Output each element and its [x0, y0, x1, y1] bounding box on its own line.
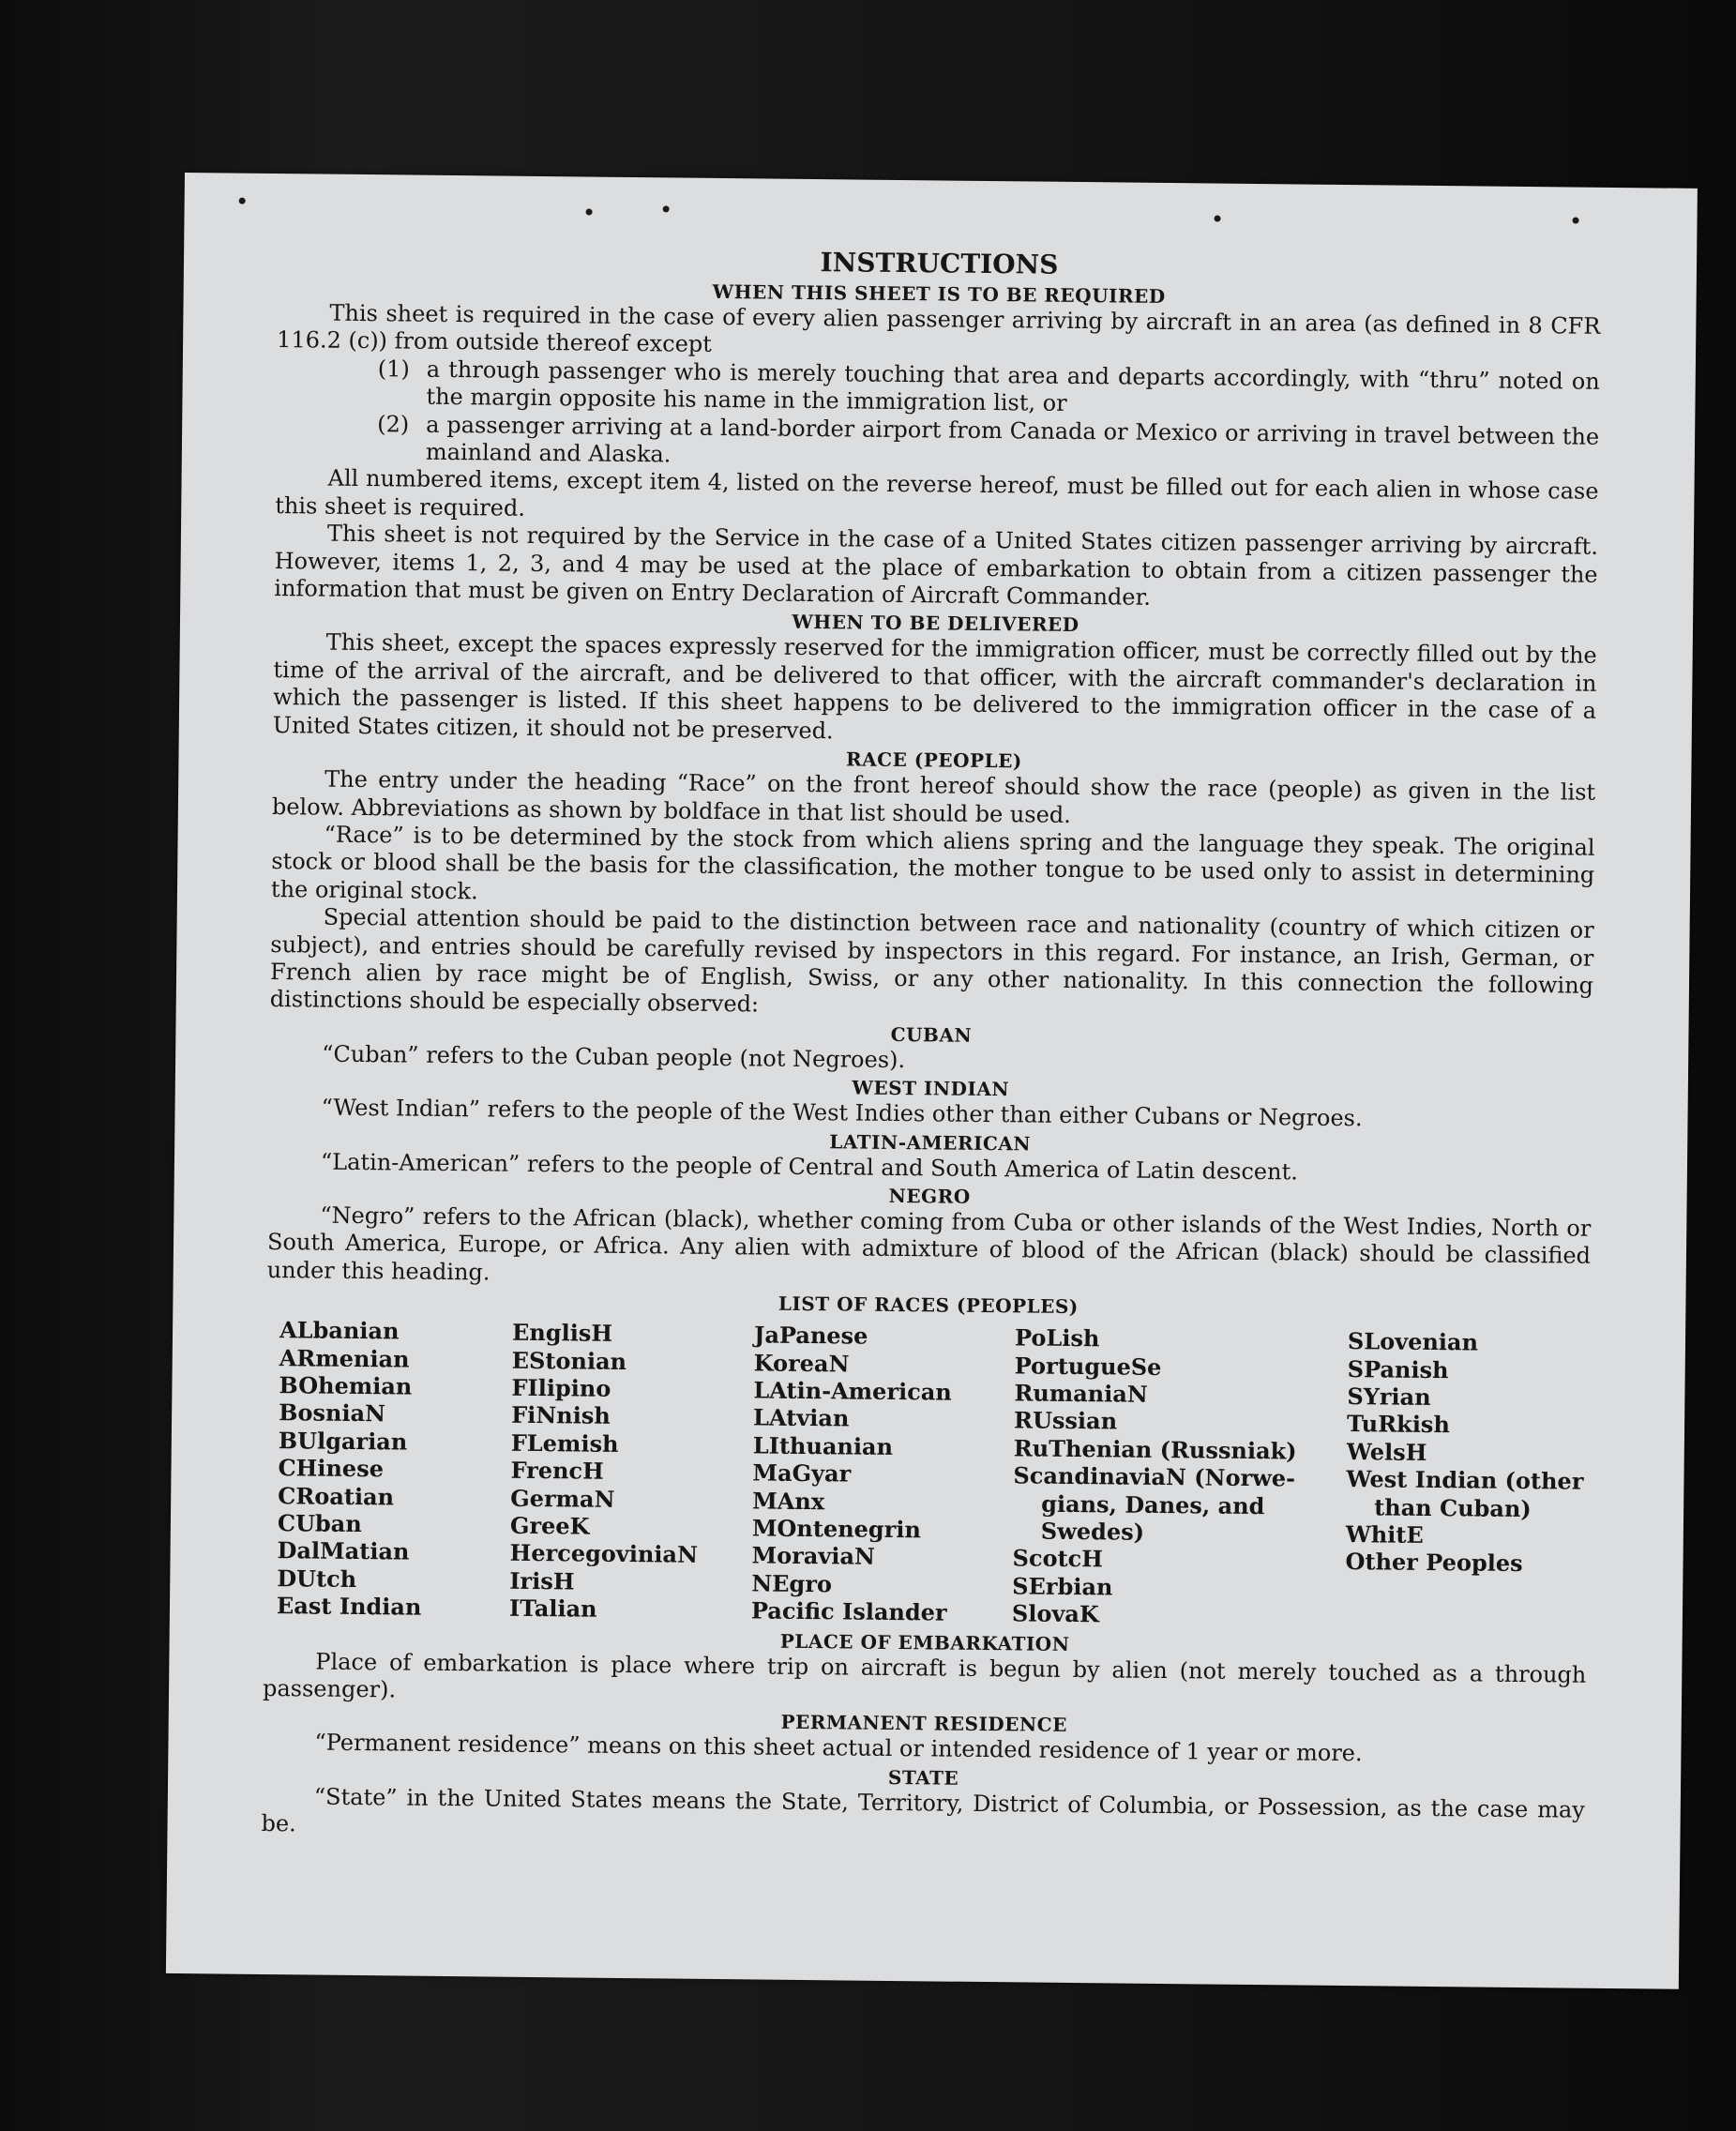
paragraph: The entry under the heading “Race” on the front hereof should show the race (people) as given in the list below. Abbreviations as shown by boldface in that list should be used.	[271, 765, 1596, 828]
paragraph: “Race” is to be determined by the stock from which aliens spring and the language they speak. The original stock or blood shall be the basis for the classification, the mother tongue to be used only to assist in determining the original stock.	[270, 821, 1595, 905]
race-item: SlovaK	[1011, 1599, 1099, 1628]
race-item: gians, Danes, and	[1041, 1489, 1265, 1519]
section-heading-when-required: WHEN THIS SHEET IS TO BE REQUIRED	[712, 280, 1166, 308]
race-item: WelsH	[1346, 1437, 1427, 1466]
race-column	[277, 1316, 512, 1622]
race-item: BosniaN	[279, 1398, 386, 1428]
race-item: PortugueSe	[1014, 1351, 1162, 1381]
paragraph: “West Indian” refers to the people of the West Indies other than either Cubans or Negroes.	[321, 1094, 1363, 1132]
section-heading-list-of-races: LIST OF RACES (PEOPLES)	[777, 1292, 1079, 1319]
race-item: ARmenian	[279, 1343, 410, 1373]
race-item: BUlgarian	[278, 1426, 408, 1456]
item-text: a through passenger who is merely touching that area and departs accordingly, with “thru” noted on the margin opposite his name in the immigration list, or	[426, 355, 1600, 417]
paragraph: “Cuban” refers to the Cuban people (not Negroes).	[322, 1040, 906, 1073]
race-item: CUban	[277, 1509, 362, 1538]
race-item: RuThenian (Russniak)	[1013, 1434, 1297, 1465]
race-item: Pacific Islander	[750, 1596, 947, 1626]
race-item: ALbanian	[279, 1316, 400, 1345]
race-item: Other Peoples	[1345, 1548, 1523, 1578]
paragraph: This sheet is required in the case of every alien passenger arriving by aircraft in an area (as defined in 8 CFR 116.2 (c)) from outside thereof except	[276, 299, 1601, 358]
race-item: HercegoviniaN	[509, 1539, 699, 1569]
race-item: East Indian	[276, 1592, 422, 1621]
race-item: SLovenian	[1347, 1327, 1479, 1356]
item-number: (2)	[377, 410, 410, 438]
race-item: FiNnish	[510, 1401, 611, 1430]
race-item: SPanish	[1347, 1354, 1449, 1383]
race-item: SYrian	[1347, 1383, 1431, 1411]
race-item: FrencH	[510, 1456, 604, 1485]
race-column	[751, 1322, 1015, 1627]
section-heading-embarkation: PLACE OF EMBARKATION	[779, 1629, 1070, 1655]
race-column	[1345, 1327, 1603, 1633]
paragraph: This sheet, except the spaces expressly reserved for the immigration officer, must be correctly filled out by the time of the arrival of the aircraft, and be delivered to that officer, with the aircraft commander's declaration in which the passenger is listed. If this sheet happens to be delivered to the immigration officer in the case of a United States citizen, it should not be preserved.	[272, 629, 1597, 744]
paragraph: “Negro” refers to the African (black), whether coming from Cuba or other islands of the West Indies, North or South America, Europe, or Africa. Any alien with admixture of blood of the African (black) should be classified under this heading.	[266, 1202, 1592, 1286]
race-item: RUssian	[1013, 1406, 1118, 1435]
race-item: SErbian	[1012, 1572, 1113, 1601]
race-item: EStonian	[511, 1346, 627, 1375]
race-list	[277, 1316, 1590, 1633]
race-item: CHinese	[278, 1454, 385, 1483]
race-item: ITalian	[508, 1594, 597, 1623]
document-page	[166, 173, 1698, 1989]
race-item: LAtin-American	[753, 1376, 952, 1406]
section-heading-state: STATE	[887, 1765, 959, 1790]
race-column	[509, 1319, 754, 1625]
race-item: than Cuban)	[1374, 1492, 1532, 1522]
item-text: a passenger arriving at a land-border airport from Canada or Mexico or arriving in travel between the mainland and Alaska.	[425, 411, 1600, 468]
race-item: PoLish	[1014, 1323, 1100, 1353]
paragraph: “State” in the United States means the State, Territory, District of Columbia, or Possession, as the case may be.	[261, 1783, 1585, 1837]
race-column	[1012, 1324, 1348, 1631]
page-title: INSTRUCTIONS	[820, 247, 1059, 280]
race-item: GermaN	[510, 1484, 615, 1513]
dust-speck	[1215, 215, 1221, 221]
race-item: DalMatian	[277, 1536, 410, 1566]
race-item: WhitE	[1345, 1520, 1424, 1549]
race-item: KoreaN	[753, 1349, 850, 1378]
paragraph: All numbered items, except item 4, listed on the reverse hereof, must be filled out for each alien in whose case this sheet is required.	[275, 465, 1599, 521]
paragraph: Place of embarkation is place where trip on aircraft is begun by alien (not merely touched as a through passenger).	[262, 1648, 1587, 1703]
section-heading-west-indian: WEST INDIAN	[852, 1076, 1010, 1101]
race-item: ScotcH	[1012, 1544, 1104, 1573]
section-heading-negro: NEGRO	[888, 1184, 971, 1208]
section-heading-when-delivered: WHEN TO BE DELIVERED	[792, 611, 1079, 637]
race-item: MAnx	[752, 1487, 825, 1515]
paragraph: “Latin-American” refers to the people of Central and South America of Latin descent.	[320, 1148, 1298, 1186]
race-item: IrisH	[509, 1566, 575, 1595]
race-item: CRoatian	[278, 1481, 395, 1511]
race-item: FIlipino	[511, 1373, 611, 1402]
race-item: DUtch	[277, 1564, 357, 1593]
section-heading-latin-american: LATIN-AMERICAN	[829, 1129, 1032, 1156]
race-item: TuRkish	[1346, 1410, 1451, 1439]
paragraph: Special attention should be paid to the distinction between race and nationality (country of which citizen or subject), and entries should be carefully revised by inspectors in this regard. For instance, an Irish, German, or French alien by race might be of English, Swiss, or any other nationality. In this connection the following distinctions should be especially observed:	[269, 903, 1594, 1018]
section-heading-race: RACE (PEOPLE)	[845, 748, 1022, 773]
race-item: West Indian (other	[1346, 1465, 1584, 1495]
dust-speck	[239, 198, 246, 204]
race-item: MoraviaN	[751, 1541, 876, 1571]
race-item: Swedes)	[1040, 1517, 1145, 1546]
section-heading-permanent-residence: PERMANENT RESIDENCE	[780, 1711, 1068, 1737]
race-item: GreeK	[509, 1511, 590, 1540]
item-number: (1)	[377, 355, 410, 383]
dust-speck	[663, 205, 670, 212]
race-item: MOntenegrin	[751, 1514, 922, 1544]
dust-speck	[1573, 217, 1579, 223]
race-item: RumaniaN	[1014, 1379, 1148, 1408]
race-item: LAtvian	[752, 1403, 850, 1432]
race-item: FLemish	[510, 1428, 619, 1458]
race-item: EnglisH	[511, 1318, 613, 1348]
race-item: JaPanese	[753, 1321, 868, 1350]
race-item: ScandinaviaN (Norwe-	[1013, 1461, 1296, 1492]
exception-list	[276, 355, 1600, 478]
paragraph: “Permanent residence” means on this sheet actual or intended residence of 1 year or more.	[314, 1730, 1363, 1767]
race-item: MaGyar	[752, 1458, 852, 1488]
section-heading-cuban: CUBAN	[890, 1022, 973, 1047]
instructions-body	[261, 241, 1601, 1851]
paragraph: This sheet is not required by the Service in the case of a United States citizen passenger arriving by aircraft. However, items 1, 2, 3, and 4 may be used at the place of embarkation to obtain from a citizen passenger the information that must be given on Entry Declaration of Aircraft Commander.	[274, 520, 1599, 611]
race-item: BOhemian	[279, 1371, 413, 1400]
dust-speck	[586, 208, 593, 215]
race-item: NEgro	[751, 1569, 833, 1598]
race-item: LIthuanian	[752, 1431, 894, 1460]
